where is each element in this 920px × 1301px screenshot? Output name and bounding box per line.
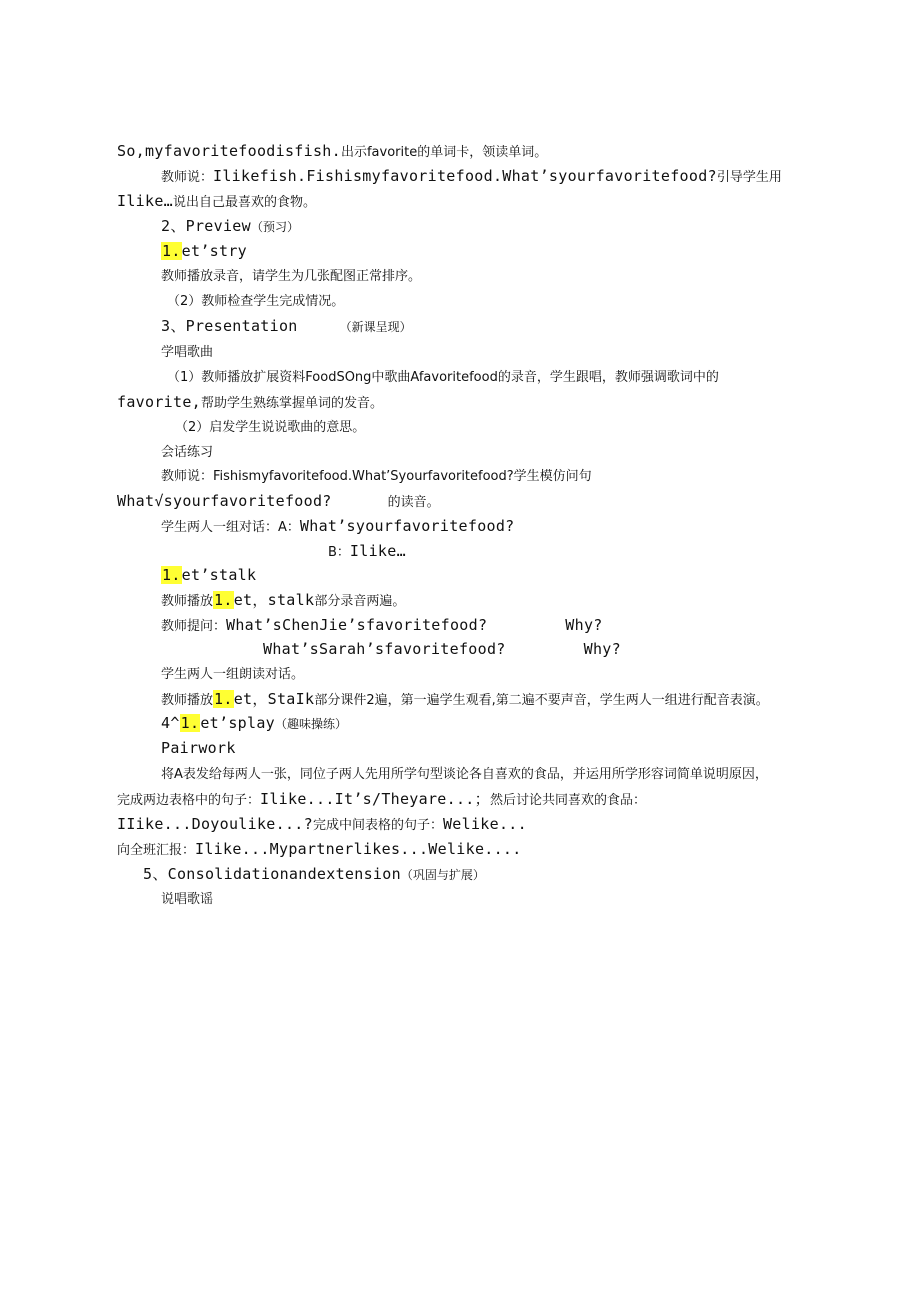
english-text: So,myfavoritefoodisfish. [117,142,341,160]
paragraph-line [117,789,646,811]
chinese-text: 教师提问： [161,619,227,634]
english-text: Ilike… [349,542,406,560]
paragraph-line [117,491,440,513]
paragraph-line [117,392,383,414]
english-text: Welike... [442,815,527,833]
chinese-text: （2）教师检查学生完成情况。 [167,294,345,309]
subheading [161,565,256,586]
chinese-text: 的读音。 [387,495,440,510]
paragraph-line [117,191,316,213]
paragraph-line [117,839,522,861]
paragraph-line [161,764,768,785]
chinese-text: 完成中间表格的句子： [312,818,443,833]
chinese-text: 教师说： [161,170,214,185]
paragraph-line [328,541,406,563]
english-text: What√syourfavoritefood? [117,492,332,510]
english-text: et，stalk [233,591,315,609]
highlight-mark: 1. [214,591,233,609]
chinese-text: （2）启发学生说说歌曲的意思。 [175,420,366,435]
english-text: Ilike...It’s/Theyare...； [260,790,490,808]
section-heading [161,713,347,734]
heading-text: et’splay [200,714,275,732]
english-text: Ilike… [117,192,173,210]
paragraph-line [161,466,592,487]
paragraph-line [161,166,782,188]
section-heading [143,864,485,885]
chinese-text: 然后讨论共同喜欢的食品： [489,793,646,808]
paragraph-line [161,590,405,612]
heading-text: 3、Presentation [161,317,298,335]
chinese-text: 向全班汇报： [117,843,196,858]
paragraph-line [167,367,719,388]
english-text: Ilike...Mypartnerlikes...Welike.... [195,840,522,858]
english-text: et，StaIk [233,690,315,708]
chinese-text: 教师说：Fishismyfavoritefood.What’Syourfavoritefood?学生模仿问句 [161,469,592,484]
english-text: Ilikefish.Fishismyfavoritefood.What’syourfavoritefood? [213,167,717,185]
english-text: What’sChenJie’sfavoritefood? [226,616,488,634]
heading-text: 5、Consolidationandextension [143,865,401,883]
paragraph-line [161,664,304,685]
english-text: et’stalk [181,566,257,584]
heading-note: （新课呈现） [339,320,412,334]
chinese-text: 学生两人一组对话：A： [161,520,300,535]
paragraph-line [175,417,365,438]
english-text: What’sSarah’sfavoritefood? [263,640,506,658]
english-text: favorite, [117,393,201,411]
chinese-text: 教师播放 [161,693,214,708]
paragraph-line [161,689,769,711]
chinese-text: 教师播放录音，请学生为几张配图正常排序。 [161,269,422,284]
english-text: What’syourfavoritefood? [299,517,515,535]
chinese-text: 说出自己最喜欢的食物。 [173,195,317,210]
paragraph-line [161,615,603,637]
heading-note: （趣味操练） [275,717,348,731]
chinese-text: B： [328,545,350,560]
paragraph-line [161,442,213,463]
chinese-text: 部分课件2遍，第一遍学生观看,第二遍不要声音，学生两人一组进行配音表演。 [314,693,769,708]
highlight-mark: 1. [180,714,200,732]
chinese-text: 部分录音两遍。 [314,594,406,609]
heading-text: 2、Preview [161,217,251,235]
chinese-text: 学生两人一组朗读对话。 [161,667,305,682]
section-heading [161,316,412,337]
paragraph-line [161,342,213,363]
heading-number: 4^ [161,714,180,732]
paragraph-line [117,141,547,163]
paragraph-line [161,266,421,287]
chinese-text: （1）教师播放扩展资料FoodSOng中歌曲Afavoritefood的录音，学生跟唱，教师强调歌词中的 [167,370,719,385]
chinese-text: 学唱歌曲 [161,345,214,360]
paragraph-line [263,639,621,660]
heading-note: （预习） [250,220,299,234]
english-text: Why? [565,616,603,634]
highlight-mark: 1. [162,566,181,584]
chinese-text: 出示favorite的单词卡，领读单词。 [340,145,548,160]
heading-note: （巩固与扩展） [400,868,485,882]
highlight-mark: 1. [162,242,181,260]
section-heading [161,216,299,237]
english-text: Pairwork [161,739,236,757]
paragraph-line [117,814,527,836]
paragraph-line [167,291,344,312]
chinese-text: 教师播放 [161,594,214,609]
chinese-text: 引导学生用 [716,170,782,185]
subheading [161,241,247,262]
chinese-text: 会话练习 [161,445,214,460]
chinese-text: 说唱歌谣 [161,892,214,907]
chinese-text: 帮助学生熟练掌握单词的发音。 [200,396,383,411]
paragraph-line [161,516,515,538]
english-text: et’stry [181,242,247,260]
chinese-text: 将A表发给每两人一张，同位子两人先用所学句型谈论各自喜欢的食品，并运用所学形容词简单说明原因， [161,767,768,782]
paragraph-line [161,889,213,910]
english-text: Why? [583,640,621,658]
subheading [161,738,236,759]
highlight-mark: 1. [214,690,233,708]
english-text: IIike...Doyoulike...? [117,815,313,833]
chinese-text: 完成两边表格中的句子： [117,793,261,808]
